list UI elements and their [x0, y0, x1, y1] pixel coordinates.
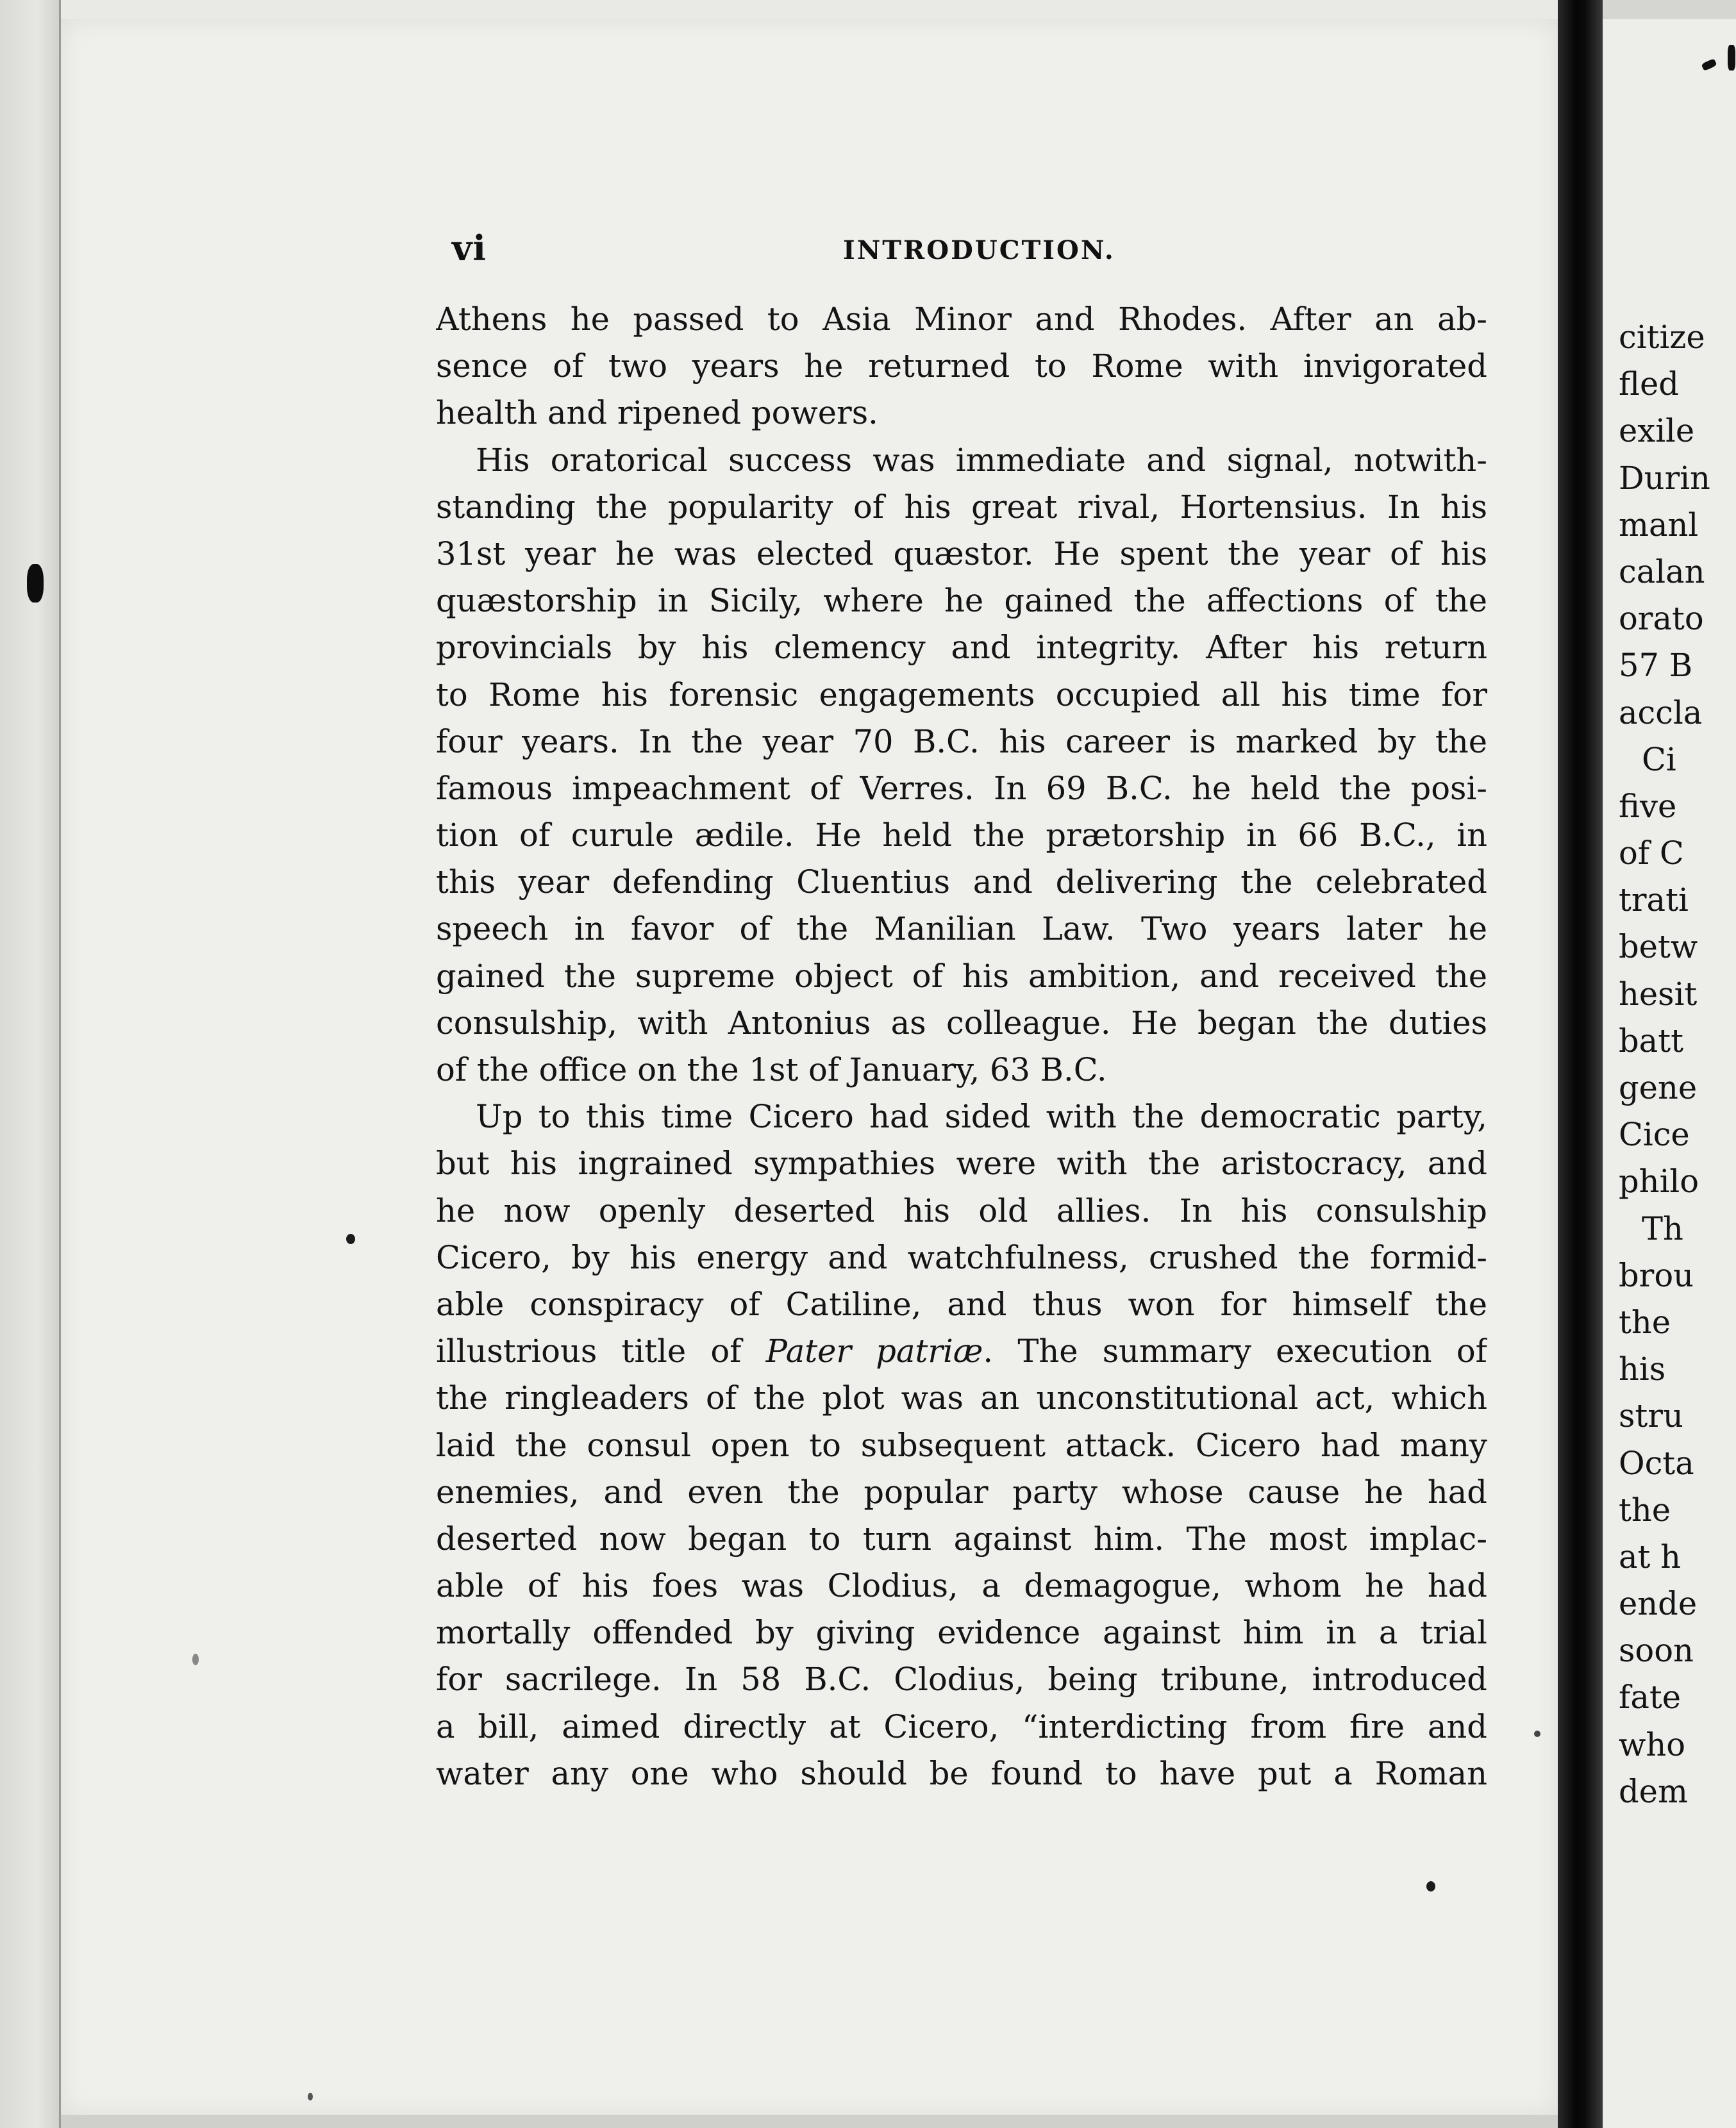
- facing-page-line: trati: [1619, 881, 1689, 919]
- facing-page-line: accla: [1619, 694, 1703, 731]
- facing-page-line: dem: [1619, 1772, 1688, 1810]
- text-line: standing the popularity of his great rival, Hortensius. In his: [436, 488, 1487, 526]
- text-line: water any one who should be found to have put a Roman: [436, 1754, 1487, 1792]
- text-line: speech in favor of the Manilian Law. Two years later he: [436, 910, 1487, 948]
- text-line: he now openly deserted his old allies. In his consulship: [436, 1192, 1487, 1229]
- scan-speck: [1534, 1731, 1540, 1737]
- facing-page-line: Durin: [1619, 459, 1710, 497]
- facing-page-line: five: [1619, 787, 1677, 825]
- scan-speck: [346, 1234, 355, 1244]
- facing-page-line: ende: [1619, 1585, 1698, 1623]
- facing-page-line: betw: [1619, 928, 1698, 966]
- text-line: able of his foes was Clodius, a demagogue, whom he had: [436, 1567, 1487, 1605]
- text-line: a bill, aimed directly at Cicero, “interdicting from fire and: [436, 1708, 1487, 1745]
- text-line: His oratorical success was immediate and signal, notwith-: [476, 441, 1487, 479]
- book-gutter: [1558, 0, 1603, 2128]
- text-line: health and ripened powers.: [436, 394, 878, 432]
- text-line: quæstorship in Sicily, where he gained the affections of the: [436, 582, 1487, 620]
- facing-page-line: gene: [1619, 1069, 1698, 1106]
- facing-page-line: orato: [1619, 600, 1704, 638]
- scan-speck: [1426, 1881, 1435, 1891]
- facing-page-line: who: [1619, 1725, 1686, 1763]
- facing-page-line: Cice: [1619, 1116, 1690, 1154]
- text-line: four years. In the year 70 B.C. his career is marked by the: [436, 722, 1487, 760]
- text-line: able conspiracy of Catiline, and thus won for himself the: [436, 1285, 1487, 1323]
- text-line: this year defending Cluentius and delivering the celebrated: [436, 863, 1487, 901]
- text-line: deserted now began to turn against him. The most implac-: [436, 1520, 1487, 1558]
- facing-page-line: exile: [1619, 412, 1695, 450]
- facing-page-line: soon: [1619, 1632, 1694, 1670]
- latin-phrase: Pater patriæ: [765, 1333, 983, 1370]
- facing-page-line: Ci: [1642, 740, 1676, 778]
- text-line: but his ingrained sympathies were with the aristocracy, and: [436, 1145, 1487, 1183]
- facing-page-line: fate: [1619, 1679, 1682, 1717]
- running-head: INTRODUCTION.: [843, 235, 1115, 265]
- text-line: to Rome his forensic engagements occupied all his time for: [436, 676, 1487, 713]
- text-line: enemies, and even the popular party whose cause he had: [436, 1473, 1487, 1511]
- text-line: laid the consul open to subsequent attack. Cicero had many: [436, 1426, 1487, 1464]
- facing-page-line: hesit: [1619, 975, 1698, 1013]
- facing-page-line: the: [1619, 1491, 1671, 1529]
- paragraph-2: [436, 437, 1487, 1094]
- text-line: gained the supreme object of his ambition, and received the: [436, 957, 1487, 995]
- scan-speck: [192, 1654, 199, 1665]
- facing-page-line: brou: [1619, 1256, 1694, 1294]
- facing-page-line: Th: [1642, 1209, 1683, 1247]
- page-number: vi: [452, 228, 487, 269]
- text-line: mortally offended by giving evidence against him in a trial: [436, 1614, 1487, 1652]
- bottom-page-edge: [61, 2115, 1558, 2128]
- facing-page-line: his: [1619, 1351, 1666, 1388]
- facing-page-line: calan: [1619, 553, 1705, 590]
- paragraph-1: [436, 296, 1487, 437]
- page-header: [452, 228, 1535, 272]
- text-line: Up to this time Cicero had sided with the democratic party,: [476, 1098, 1487, 1136]
- text-line: illustrious title of Pater patriæ. The summary execution of: [436, 1333, 1487, 1370]
- right-page-top-edge: [1603, 0, 1736, 19]
- text-line: famous impeachment of Verres. In 69 B.C. he held the posi-: [436, 769, 1487, 807]
- facing-page-line: citize: [1619, 319, 1705, 356]
- paragraph-3: [436, 1093, 1487, 1797]
- text-line: consulship, with Antonius as colleague. He began the duties: [436, 1004, 1487, 1042]
- scan-speck: [27, 564, 44, 603]
- text-line: sence of two years he returned to Rome with invigorated: [436, 347, 1487, 385]
- text-line: Cicero, by his energy and watchfulness, crushed the formid-: [436, 1238, 1487, 1276]
- facing-page-line: philo: [1619, 1163, 1699, 1201]
- facing-page-line: manl: [1619, 506, 1699, 544]
- text-line: 31st year he was elected quæstor. He spent the year of his: [436, 535, 1487, 572]
- text-line: of the office on the 1st of January, 63 B.C.: [436, 1051, 1107, 1088]
- left-page-edge: [0, 0, 61, 2128]
- facing-page-line: the: [1619, 1303, 1671, 1341]
- text-line: tion of curule ædile. He held the prætorship in 66 B.C., in: [436, 817, 1487, 854]
- facing-page-fragments: [1619, 314, 1736, 1815]
- text-line: the ringleaders of the plot was an unconstitutional act, which: [436, 1379, 1487, 1417]
- facing-page-line: Octa: [1619, 1444, 1694, 1482]
- body-text: [436, 296, 1487, 1797]
- facing-page-line: stru: [1619, 1397, 1683, 1435]
- text-line: for sacrilege. In 58 B.C. Clodius, being tribune, introduced: [436, 1661, 1487, 1699]
- facing-page-line: 57 B: [1619, 647, 1693, 685]
- scan-speck: [308, 2093, 313, 2100]
- scan-speck: [1728, 45, 1735, 71]
- facing-page-line: batt: [1619, 1022, 1683, 1060]
- facing-page-line: of C: [1619, 835, 1684, 872]
- text-line: Athens he passed to Asia Minor and Rhodes. After an ab-: [436, 301, 1487, 338]
- text-line: provincials by his clemency and integrity. After his return: [436, 629, 1487, 667]
- facing-page-line: at h: [1619, 1538, 1682, 1575]
- facing-page-line: fled: [1619, 365, 1679, 403]
